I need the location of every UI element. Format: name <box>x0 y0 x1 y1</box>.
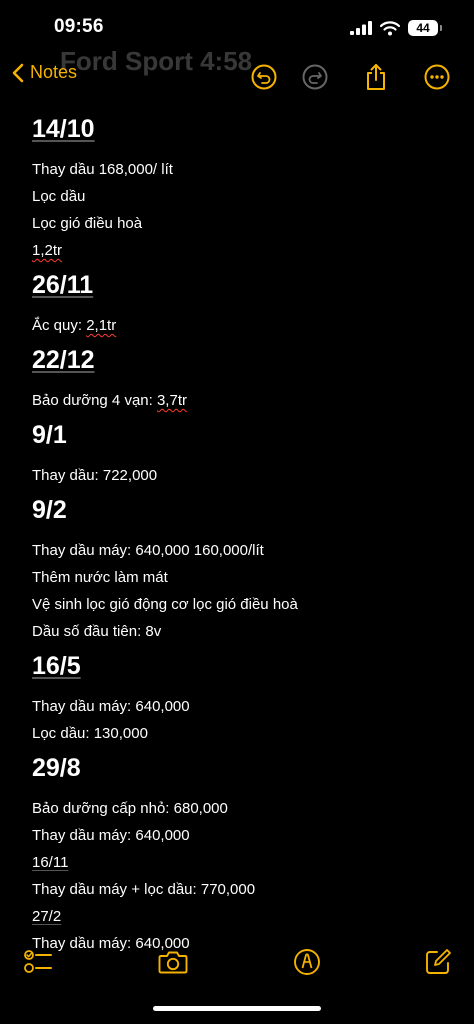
misspelled-text: 1,2tr <box>32 242 63 259</box>
note-body[interactable] <box>32 108 452 957</box>
note-heading: 29/8 <box>32 754 81 782</box>
markup-pen-icon <box>293 948 321 976</box>
chevron-left-icon <box>12 63 24 83</box>
navigation-bar <box>0 56 474 100</box>
note-line: Thay dầu máy: 640,000 160,000/lít <box>32 542 264 559</box>
bottom-toolbar <box>0 940 474 988</box>
misspelled-text: 2,1tr <box>86 317 117 334</box>
note-line <box>32 312 452 339</box>
note-line: Lọc gió điều hoà <box>32 215 143 232</box>
note-line: Thay dầu 168,000/ lít <box>32 161 173 178</box>
note-line: Bảo dưỡng cấp nhỏ: 680,000 <box>32 800 228 817</box>
cellular-signal-icon <box>350 21 372 35</box>
note-line <box>32 237 452 264</box>
undo-icon <box>251 64 277 90</box>
compose-icon <box>424 948 452 976</box>
note-line: Thay dầu máy: 640,000 <box>32 935 190 952</box>
note-line: Thêm nước làm mát <box>32 569 168 586</box>
note-line <box>32 903 452 930</box>
home-indicator[interactable] <box>153 1006 321 1011</box>
note-line: Dầu số đầu tiên: 8v <box>32 623 162 640</box>
note-line: Lọc dầu: 130,000 <box>32 725 148 742</box>
redo-icon <box>302 64 328 90</box>
note-line: Thay dầu: 722,000 <box>32 467 158 484</box>
note-heading: 16/5 <box>32 652 81 680</box>
note-line: Thay dầu máy + lọc dầu: 770,000 <box>32 881 256 898</box>
more-button[interactable] <box>422 62 452 92</box>
status-time: 09:56 <box>54 16 104 37</box>
note-heading: 14/10 <box>32 115 95 143</box>
note-line: Lọc dầu <box>32 188 86 205</box>
note-line: Thay dầu máy: 640,000 <box>32 698 190 715</box>
note-heading: 22/12 <box>32 346 95 374</box>
back-label: Notes <box>30 62 78 82</box>
checklist-icon <box>24 949 52 975</box>
more-icon <box>424 64 450 90</box>
misspelled-text: 3,7tr <box>156 392 187 409</box>
note-text: Ắc quy: <box>32 317 87 334</box>
back-button[interactable] <box>12 62 77 83</box>
camera-icon <box>158 950 188 974</box>
note-line: Vệ sinh lọc gió động cơ lọc gió điều hoà <box>32 596 298 613</box>
share-icon <box>364 63 388 91</box>
ghost-scrolled-title: Ford Sport 4:58 <box>60 46 253 76</box>
compose-button[interactable] <box>422 946 454 978</box>
note-line <box>32 387 452 414</box>
note-text: Bảo dưỡng 4 vạn: <box>32 392 157 409</box>
redo-button[interactable] <box>300 62 330 92</box>
wifi-icon <box>380 21 400 36</box>
note-line: Thay dầu máy: 640,000 <box>32 827 190 844</box>
share-button[interactable] <box>361 62 391 92</box>
note-date-text: 16/11 <box>32 854 69 871</box>
checklist-button[interactable] <box>22 946 54 978</box>
battery-indicator: 44 <box>408 20 438 36</box>
note-date-text: 27/2 <box>32 908 62 925</box>
markup-button[interactable] <box>291 946 323 978</box>
undo-button[interactable] <box>249 62 279 92</box>
status-icons <box>350 18 438 38</box>
note-heading: 9/1 <box>32 421 67 449</box>
camera-button[interactable] <box>157 946 189 978</box>
note-line <box>32 849 452 876</box>
note-heading: 26/11 <box>32 271 94 299</box>
note-heading: 9/2 <box>32 496 67 524</box>
